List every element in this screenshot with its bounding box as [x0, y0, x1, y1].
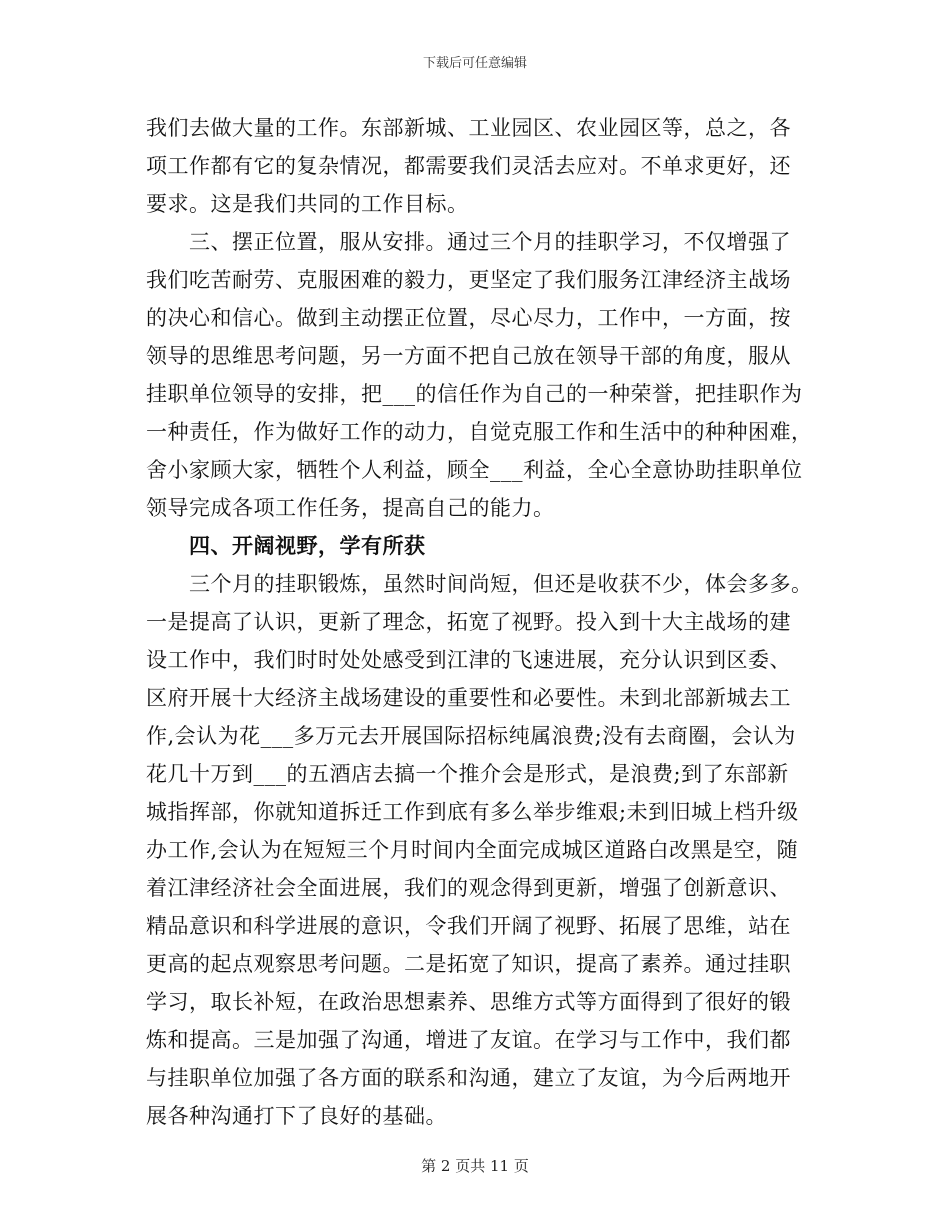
text-line: 与挂职单位加强了各方面的联系和沟通，建立了友谊，为今后两地开 — [146, 1066, 791, 1090]
text-line: 我们吃苦耐劳、克服困难的毅力，更坚定了我们服务江津经济主战场 — [146, 268, 791, 292]
text-line: 的决心和信心。做到主动摆正位置，尽心尽力，工作中，一方面，按 — [146, 306, 791, 330]
text-line: 作,会认为花___多万元去开展国际招标纯属浪费;没有去商圈，会认为 — [146, 724, 796, 748]
text-line: 挂职单位领导的安排，把___的信任作为自己的一种荣誉，把挂职作为 — [146, 382, 803, 406]
page-footer: 第 2 页共 11 页 — [421, 1157, 529, 1175]
text-line: 精品意识和科学进展的意识，令我们开阔了视野、拓展了思维，站在 — [146, 914, 791, 938]
text-line: 领导的思维思考问题，另一方面不把自己放在领导干部的角度，服从 — [146, 344, 791, 368]
page-header: 下载后可任意编辑 — [422, 56, 527, 71]
text-line: 炼和提高。三是加强了沟通，增进了友谊。在学习与工作中，我们都 — [146, 1028, 791, 1052]
text-line: 区府开展十大经济主战场建设的重要性和必要性。未到北部新城去工 — [146, 686, 791, 710]
text-line: 更高的起点观察思考问题。二是拓宽了知识，提高了素养。通过挂职 — [146, 952, 791, 976]
text-line: 要求。这是我们共同的工作目标。 — [146, 192, 469, 216]
text-line: 学习，取长补短，在政治思想素养、思维方式等方面得到了很好的锻 — [146, 990, 791, 1014]
text-line: 花几十万到___的五酒店去搞一个推介会是形式，是浪费;到了东部新 — [146, 762, 789, 786]
text-line: 三个月的挂职锻炼，虽然时间尚短，但还是收获不少，体会多多。 — [189, 572, 813, 596]
section-heading: 四、开阔视野，学有所获 — [189, 533, 426, 558]
text-line: 着江津经济社会全面进展，我们的观念得到更新，增强了创新意识、 — [146, 876, 791, 900]
text-line: 项工作都有它的复杂情况，都需要我们灵活去应对。不单求更好，还 — [146, 154, 791, 178]
text-line: 设工作中，我们时时处处感受到江津的飞速进展，充分认识到区委、 — [146, 648, 791, 672]
text-line: 展各种沟通打下了良好的基础。 — [146, 1104, 447, 1128]
text-line: 一种责任，作为做好工作的动力，自觉克服工作和生活中的种种困难， — [146, 420, 813, 444]
text-line: 城指挥部，你就知道拆迁工作到底有多么举步维艰;未到旧城上档升级 — [146, 800, 799, 824]
text-line: 办工作,会认为在短短三个月时间内全面完成城区道路白改黑是空，随 — [146, 838, 799, 862]
text-line: 我们去做大量的工作。东部新城、工业园区、农业园区等，总之，各 — [146, 116, 791, 140]
document-body — [146, 109, 813, 1135]
text-line: 一是提高了认识，更新了理念，拓宽了视野。投入到十大主战场的建 — [146, 610, 791, 634]
text-line: 领导完成各项工作任务，提高自己的能力。 — [146, 496, 555, 520]
text-line: 舍小家顾大家，牺牲个人利益，顾全___利益，全心全意协助挂职单位 — [146, 458, 803, 482]
text-line: 三、摆正位置，服从安排。通过三个月的挂职学习，不仅增强了 — [189, 230, 791, 254]
